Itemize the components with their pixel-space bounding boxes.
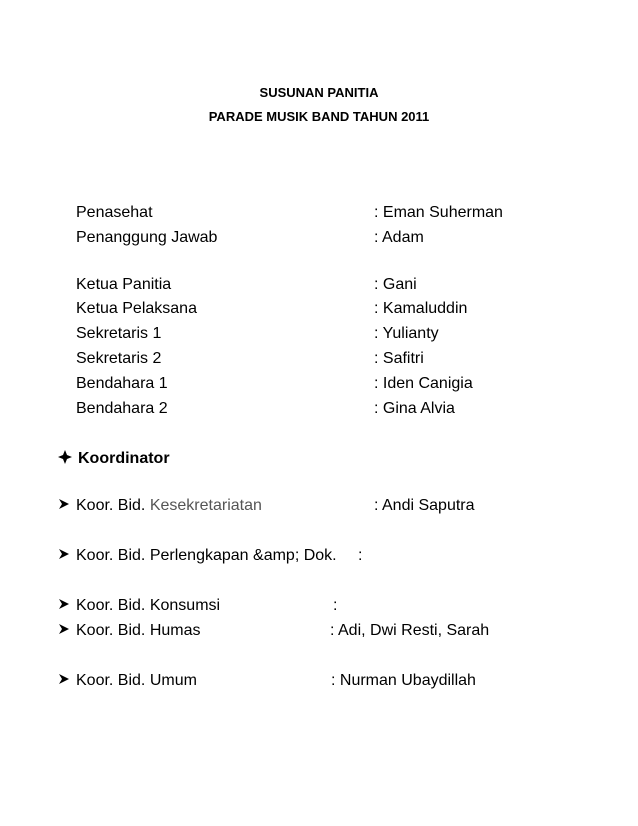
coordinator-prefix: Koor. Bid. bbox=[76, 622, 150, 639]
coordinator-value: : bbox=[358, 547, 363, 564]
coordinator-prefix: Koor. Bid. bbox=[76, 672, 150, 689]
coordinator-field: Umum bbox=[149, 672, 197, 689]
coordinator-prefix: Koor. Bid. bbox=[76, 597, 150, 614]
diamond-bullet-icon bbox=[58, 450, 72, 464]
coordinator-row-kesekretariatan bbox=[58, 497, 262, 515]
coordinator-value: : Nurman Ubaydillah bbox=[331, 672, 476, 689]
officer-value: : Gani bbox=[374, 276, 417, 293]
coordinator-field: Perlengkapan &amp; Dok. bbox=[149, 547, 337, 564]
officer-value: : Eman Suherman bbox=[374, 204, 503, 221]
officer-value: : Kamaluddin bbox=[374, 300, 468, 317]
officer-value: : Iden Canigia bbox=[374, 375, 473, 392]
coordinator-field: Humas bbox=[149, 622, 201, 639]
arrow-bullet-icon bbox=[58, 498, 70, 510]
coordinator-row-umum bbox=[58, 672, 197, 690]
coordinator-value: : Andi Saputra bbox=[374, 497, 475, 514]
coordinator-prefix: Koor. Bid. bbox=[76, 497, 150, 514]
officer-value: : Adam bbox=[374, 229, 424, 246]
officer-label: Ketua Pelaksana bbox=[76, 300, 197, 317]
coordinator-heading-label: Koordinator bbox=[78, 450, 170, 467]
document-subtitle: PARADE MUSIK BAND TAHUN 2011 bbox=[208, 109, 430, 124]
coordinator-field: Konsumsi bbox=[149, 597, 221, 614]
coordinator-field: Kesekretariatan bbox=[149, 497, 262, 514]
arrow-bullet-icon bbox=[58, 548, 70, 560]
coordinator-value: : bbox=[333, 597, 338, 614]
officer-label: Bendahara 2 bbox=[76, 400, 168, 417]
coordinator-heading bbox=[58, 450, 170, 468]
arrow-bullet-icon bbox=[58, 598, 70, 610]
officer-value: : Safitri bbox=[374, 350, 424, 367]
officer-value: : Yulianty bbox=[374, 325, 439, 342]
officer-value: : Gina Alvia bbox=[374, 400, 455, 417]
arrow-bullet-icon bbox=[58, 623, 70, 635]
coordinator-row-humas bbox=[58, 622, 201, 640]
officer-label: Ketua Panitia bbox=[76, 276, 172, 293]
officer-label: Sekretaris 1 bbox=[76, 325, 162, 342]
coordinator-prefix: Koor. Bid. bbox=[76, 547, 150, 564]
coordinator-value: : Adi, Dwi Resti, Sarah bbox=[330, 622, 490, 639]
officer-label: Bendahara 1 bbox=[76, 375, 168, 392]
document-title: SUSUNAN PANITIA bbox=[259, 85, 379, 100]
officer-label: Penasehat bbox=[76, 204, 153, 221]
officer-label: Sekretaris 2 bbox=[76, 350, 162, 367]
coordinator-row-perlengkapan bbox=[58, 547, 337, 565]
coordinator-row-konsumsi bbox=[58, 597, 220, 615]
arrow-bullet-icon bbox=[58, 673, 70, 685]
officer-label: Penanggung Jawab bbox=[76, 229, 218, 246]
